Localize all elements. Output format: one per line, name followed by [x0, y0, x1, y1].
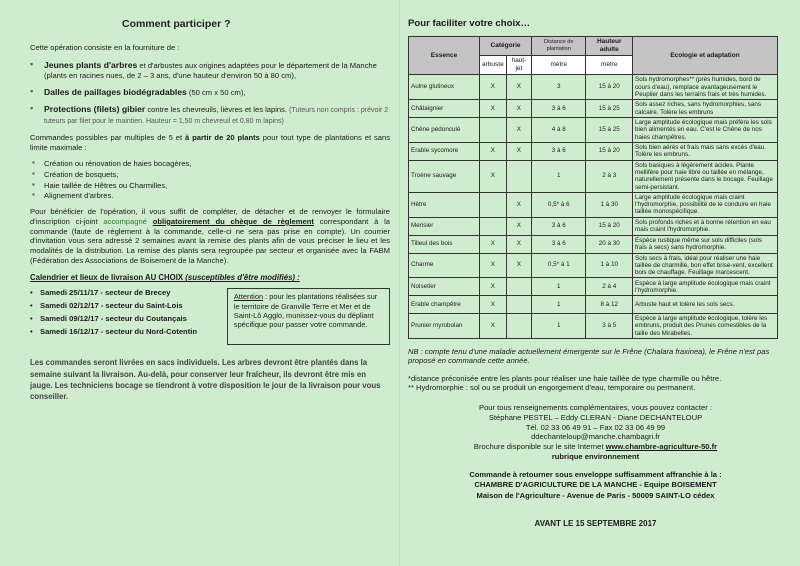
cell-arbuste [480, 217, 507, 235]
header-metre-haut: mètre [586, 56, 633, 75]
header-eco: Ecologie et adaptation [633, 36, 778, 75]
header-arbuste: arbuste [480, 56, 507, 75]
table-row [409, 160, 778, 192]
supply-item-dalles: ▪ Dalles de paillages biodégradables (50 cm x 50 cm), [30, 87, 390, 98]
cell-essence: Chêne pédonculé [409, 118, 480, 143]
table-row [409, 314, 778, 339]
right-column [408, 8, 783, 529]
send-intro: Commande à retourner sous enveloppe suffisamment affranchie à la : [469, 470, 722, 480]
cell-arbuste [480, 192, 507, 217]
closing-text: Les commandes seront livrées en sacs individuels. Les arbres devront être plantés dans la semaine suivant la livraison. Au-delà, pour conserver leur fraîcheur, ils devront être mis en jauge. Les techniciens bocage se tiendront à votre disposition le jour de la livraison pour vous conseiller. [30, 358, 381, 402]
attention-box: Attention : pour les plantations réalisées sur le territoire de Granville Terre et Mer et de Saint-Lô Agglo, munissez-vous du dépliant spécifique pour passer votre commande. [227, 288, 390, 345]
cell-essence: Erable sycomore [409, 142, 480, 160]
cell-distance: 1 [532, 314, 586, 339]
cell-hauteur: 3 à 5 [586, 314, 633, 339]
cell-hauteur: 2 à 3 [586, 160, 633, 192]
supply-list [30, 60, 390, 127]
supply-item-plants: ▪ Jeunes plants d'arbres et d'arbustes aux origines adaptées pour le département de la Manche (plants en racines nues, de 2 – 3 ans, d'une hauteur d'environ 50 à 80 cm), [30, 60, 390, 81]
cell-essence: Hêtre [409, 192, 480, 217]
cell-ecologie: Large amplitude écologique mais préfère les sols bien alimentés en eau. C'est le Chêne de nos haies champêtres. [633, 118, 778, 143]
cell-hautjet: X [506, 253, 531, 278]
header-hauteur: Hauteur adulte [586, 36, 633, 55]
table-row [409, 118, 778, 143]
cell-ecologie: Sols secs à frais, idéal pour réaliser une haie taillée de charmille, bon effet brise-vent, excellent bois de chauffage. Feuillage marcescent. [633, 253, 778, 278]
cell-hauteur: 8 à 12 [586, 296, 633, 314]
cell-arbuste [480, 118, 507, 143]
cell-ecologie: Espèce à large amplitude écologique, tolère les embruns, produit des Prunes comestibles de la taille des Mirabelles. [633, 314, 778, 339]
dates-list [30, 288, 219, 339]
cell-hautjet: X [506, 235, 531, 253]
cell-hauteur: 1 à 30 [586, 192, 633, 217]
cell-distance: 3 [532, 75, 586, 100]
date-item: • Samedi 09/12/17 - secteur du Coutançais [30, 314, 219, 324]
cell-hautjet: X [506, 100, 531, 118]
cell-ecologie: Sols hydromorphes** (près humides, bord de cours d'eau), remplace avantageusement le Peuplier dans les terrains frais et très humides. [633, 75, 778, 100]
cell-distance: 3 à 6 [532, 100, 586, 118]
cell-distance: 1 [532, 296, 586, 314]
cell-arbuste: X [480, 100, 507, 118]
contact-website-line: Brochure disponible sur le site Internet www.chambre-agriculture-50.fr [473, 442, 718, 452]
footnotes [408, 374, 783, 393]
type-item: ▪ Haie taillée de Hêtres ou Charmilles, [30, 181, 390, 191]
header-metre-dist: mètre [532, 56, 586, 75]
type-item: ▪ Création ou rénovation de haies bocagères, [30, 159, 390, 169]
date-item: • Samedi 16/12/17 - secteur du Nord-Cotentin [30, 327, 219, 337]
cell-distance: 3 à 6 [532, 235, 586, 253]
cell-arbuste: X [480, 75, 507, 100]
contact-block [408, 403, 783, 462]
commandes-text: Commandes possibles par multiples de 5 et à partir de 20 plants pour tout type de plantations et sans limite maximale : [30, 132, 390, 152]
types-list [30, 159, 390, 201]
cell-hautjet: X [506, 75, 531, 100]
header-categorie: Catégorie [480, 36, 532, 55]
contact-names: Stéphane PESTEL – Eddy CLERAN - Diane DECHANTELOUP [488, 412, 703, 422]
left-column [30, 10, 390, 402]
species-table [408, 36, 778, 339]
cell-essence: Châtaignier [409, 100, 480, 118]
intro-text: Cette opération consiste en la fourniture de : [30, 43, 180, 53]
header-hautjet: haut-jet [506, 56, 531, 75]
header-essence: Essence [409, 36, 480, 75]
cell-hautjet [506, 296, 531, 314]
cell-hauteur: 15 à 25 [586, 118, 633, 143]
send-block [408, 470, 783, 501]
cell-hautjet: X [506, 217, 531, 235]
type-item: ▪ Création de bosquets, [30, 170, 390, 180]
cell-hautjet: X [506, 192, 531, 217]
supply-item-protections: ▪ Protections (filets) gibier contre les chevreuils, lièvres et les lapins. (Tuteurs non compris : prévoir 2 tuteurs par filet pour le maintien. Hauteur = 1,50 m chevreuil et 0,80 m lapins) [30, 104, 390, 127]
type-item: ▪ Alignement d'arbres. [30, 191, 390, 201]
cell-essence: Tilleul des bois [409, 235, 480, 253]
cell-essence: Noisetier [409, 278, 480, 296]
table-row [409, 100, 778, 118]
cell-hautjet [506, 160, 531, 192]
cell-ecologie: Large amplitude écologique mais craint l'hydromorphie, possibilité de le conduire en haie taillée monospécifique. [633, 192, 778, 217]
cell-hauteur: 15 à 20 [586, 75, 633, 100]
cell-essence: Charme [409, 253, 480, 278]
cell-ecologie: Sols basiques à légèrement acides. Plante mellifère pour haie libre ou taillée en mélange, naturellement présente dans le bocage. Feuillage semi-persistant. [633, 160, 778, 192]
cell-arbuste: X [480, 296, 507, 314]
cell-distance: 4 à 8 [532, 118, 586, 143]
fold-line [399, 0, 400, 566]
calendar-block [30, 288, 390, 345]
contact-rubrique: rubrique environnement [551, 452, 640, 462]
cell-hautjet [506, 278, 531, 296]
contact-email[interactable]: ddechanteloup@manche.chambagri.fr [531, 432, 660, 442]
cell-arbuste: X [480, 142, 507, 160]
cell-arbuste: X [480, 314, 507, 339]
cell-essence: Merisier [409, 217, 480, 235]
table-row [409, 296, 778, 314]
cell-ecologie: Espèce rustique même sur sols difficiles (sols frais à secs) sans hydromorphie. [633, 235, 778, 253]
send-org: CHAMBRE D'AGRICULTURE DE LA MANCHE - Equipe BOISEMENT [474, 480, 717, 490]
cell-hautjet: X [506, 118, 531, 143]
deadline: AVANT LE 15 SEPTEMBRE 2017 [534, 518, 657, 528]
cell-arbuste: X [480, 235, 507, 253]
cell-ecologie: Espèce à large amplitude écologique mais craint l'hydromorphie. [633, 278, 778, 296]
cell-hauteur: 15 à 20 [586, 142, 633, 160]
cell-hautjet: X [506, 142, 531, 160]
table-row [409, 142, 778, 160]
cell-hauteur: 2 à 4 [586, 278, 633, 296]
footnote-distance: *distance préconisée entre les plants pour réaliser une haie taillée de type charmille ou hêtre. [408, 373, 722, 383]
contact-phone: Tél. 02 33 06 49 91 – Fax 02 33 06 49 99 [525, 422, 666, 432]
cell-distance: 1 [532, 160, 586, 192]
cell-ecologie: Sols profonds riches et à bonne rétention en eau mais craint l'hydromorphie. [633, 217, 778, 235]
nb-note: NB : compte tenu d'une maladie actuellement émergente sur le Frêne (Chalara fraxinea), le Frêne n'est pas proposé en commande cette année. [408, 346, 770, 366]
table-row [409, 192, 778, 217]
cell-distance: 3 à 6 [532, 217, 586, 235]
cell-essence: Troène sauvage [409, 160, 480, 192]
cell-hauteur: 15 à 20 [586, 217, 633, 235]
table-title: Pour faciliter votre choix… [408, 18, 531, 29]
cell-distance: 0,5* à 1 [532, 253, 586, 278]
cell-hauteur: 20 à 30 [586, 235, 633, 253]
cell-essence: Erable champêtre [409, 296, 480, 314]
cell-ecologie: Sols assez riches, sans hydromorphies, sans calcaire. Tolère les embruns [633, 100, 778, 118]
date-item: • Samedi 02/12/17 - secteur du Saint-Lois [30, 301, 219, 311]
cell-hauteur: 15 à 25 [586, 100, 633, 118]
send-address: Maison de l'Agriculture - Avenue de Paris - 50009 SAINT-LO cédex [476, 490, 715, 500]
date-item: • Samedi 25/11/17 - secteur de Brecey [30, 288, 219, 298]
footnote-hydromorphie: ** Hydromorphie : sol ou se produit un engorgement d'eau, temporaire ou permanent. [408, 383, 696, 393]
contact-intro: Pour tous renseignements complémentaires, vous pouvez contacter : [479, 402, 712, 412]
table-row [409, 253, 778, 278]
cell-essence: Aulne glutineux [409, 75, 480, 100]
cell-ecologie: Sols bien aérés et frais mais sans excès d'eau. Tolère les embruns. [633, 142, 778, 160]
cell-distance: 3 à 6 [532, 142, 586, 160]
cell-hauteur: 1 à 10 [586, 253, 633, 278]
calendar-title: Calendrier et lieux de livraison AU CHOIX (susceptibles d'être modifiés) : [30, 273, 300, 283]
benef-text: Pour bénéficier de l'opération, il vous suffit de compléter, de détacher et de renvoyer le formulaire d'inscription ci-joint accompagné obligatoirement du chèque de règlement correspondant à la commande (faute de règlement à la commande, celle-ci ne sera pas prise en compte). Un courrier d'invitation vous sera adressé 2 semaines avant la remise des plants afin de vous préciser le lieu et les modalités de la distribution. La remise des plants sera regroupée par secteur et organisée avec la FABM (Fédération des Associations de Boisement de la Manche). [30, 207, 391, 265]
table-row [409, 235, 778, 253]
header-distance: Distance de plantation [532, 36, 586, 55]
website-link[interactable]: www.chambre-agriculture-50.fr [605, 442, 718, 452]
cell-arbuste: X [480, 253, 507, 278]
page-title: Comment participer ? [122, 18, 231, 30]
cell-distance: 1 [532, 278, 586, 296]
table-row [409, 75, 778, 100]
cell-essence: Prunier myrobolan [409, 314, 480, 339]
cell-ecologie: Arbuste haut et tolère les sols secs. [633, 296, 778, 314]
table-row [409, 217, 778, 235]
cell-arbuste: X [480, 160, 507, 192]
cell-arbuste: X [480, 278, 507, 296]
cell-hautjet [506, 314, 531, 339]
table-row [409, 278, 778, 296]
cell-distance: 0,5* à 6 [532, 192, 586, 217]
